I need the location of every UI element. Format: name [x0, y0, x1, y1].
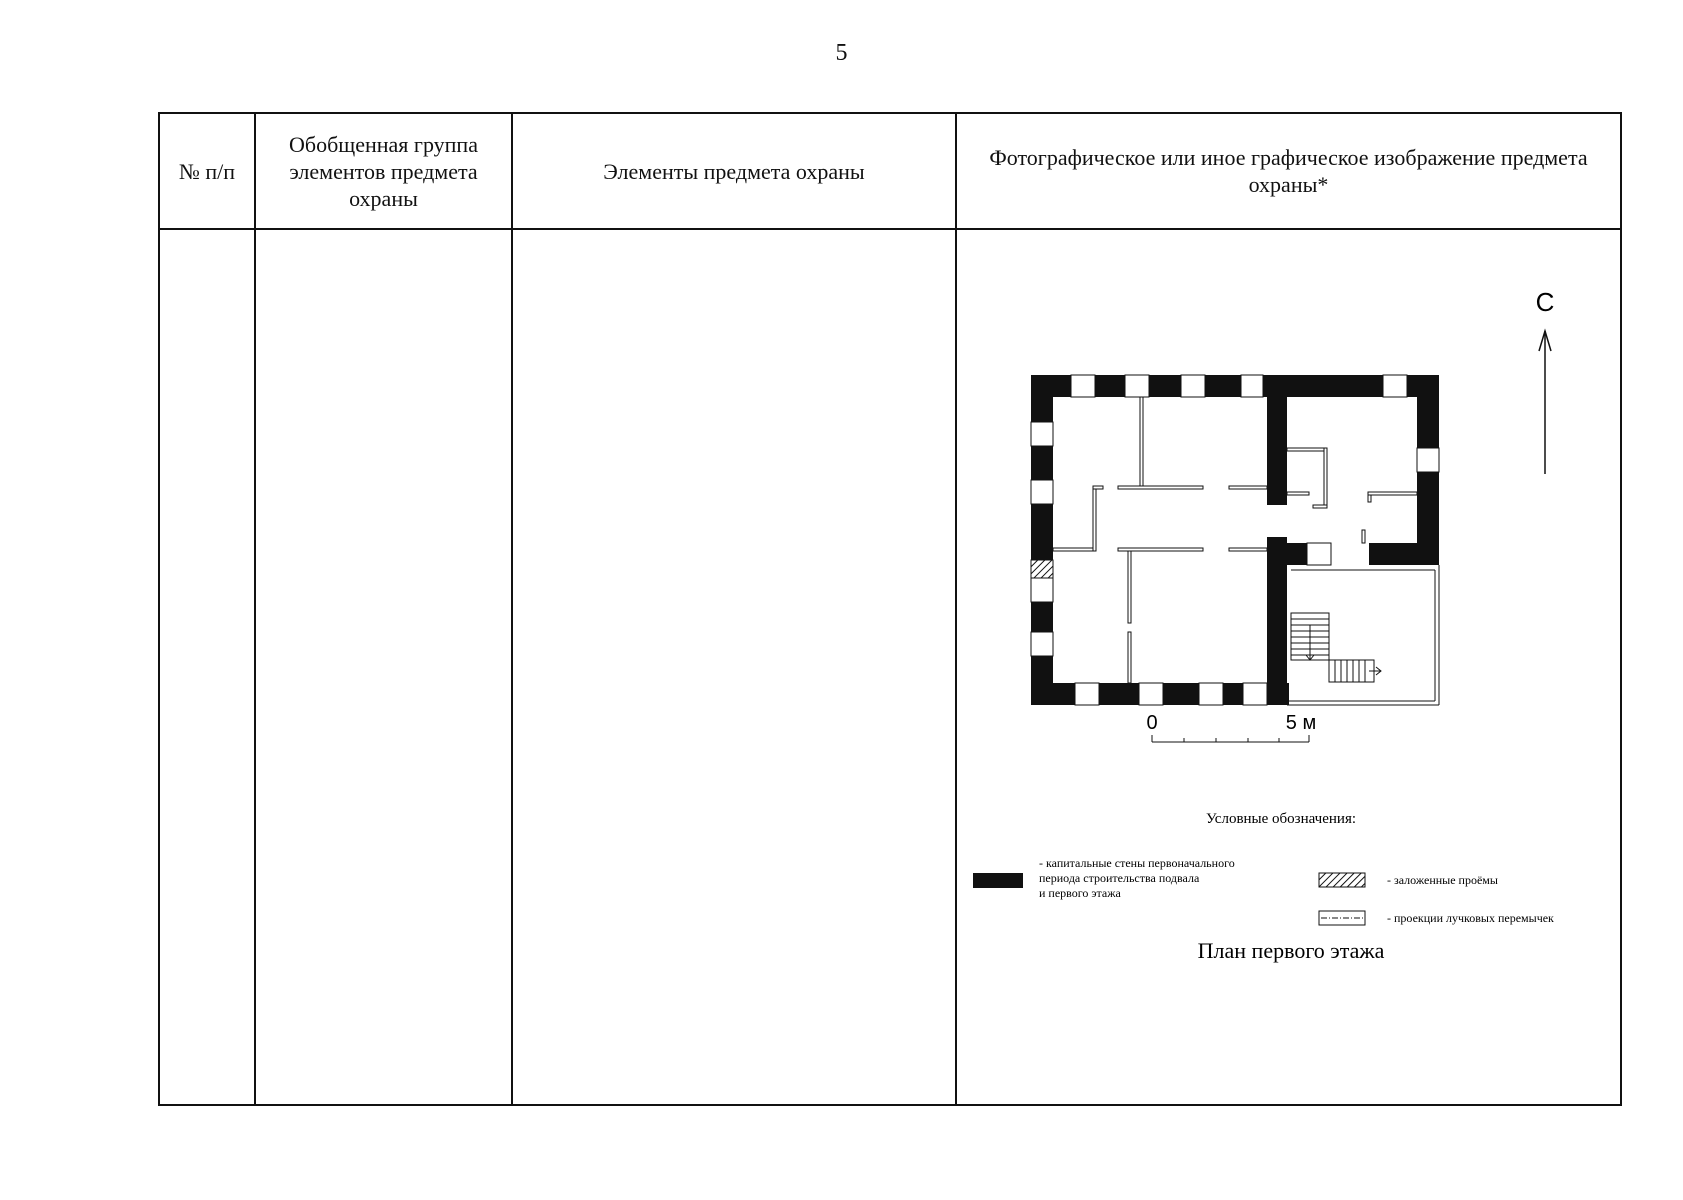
- cell-image: [956, 229, 1621, 1105]
- cell-num: [159, 229, 255, 1105]
- legend-walls-line2: периода строительства подвала: [1039, 871, 1200, 885]
- scale-bar: [1152, 735, 1309, 742]
- floor-plan: [1031, 375, 1439, 705]
- legend-blocked: - заложенные проёмы: [1387, 873, 1498, 887]
- page-number: 5: [835, 40, 848, 66]
- north-label: С: [1535, 287, 1555, 317]
- legend-walls-line1: - капитальные стены первоначального: [1039, 856, 1235, 870]
- header-image: Фотографическое или иное графическое изображение предмета охраны*: [956, 113, 1621, 229]
- scale-zero-label: 0: [1146, 712, 1158, 734]
- header-elements: Элементы предмета охраны: [512, 113, 956, 229]
- floor-plan-drawing: [957, 230, 1620, 1108]
- header-row: [159, 113, 1621, 229]
- cell-group: [255, 229, 512, 1105]
- legend-wall-swatch: [973, 873, 1023, 888]
- legend-lintels: - проекции лучковых перемычек: [1387, 911, 1554, 925]
- table-row: [159, 229, 1621, 1105]
- scale-five-label: 5 м: [1285, 712, 1317, 734]
- header-num: № п/п: [159, 113, 255, 229]
- cell-elements: [512, 229, 956, 1105]
- legend-blocked-swatch: [1319, 873, 1365, 887]
- legend-lintel-swatch: [1319, 911, 1365, 925]
- plan-caption: План первого этажа: [1197, 938, 1385, 963]
- protection-table: [158, 112, 1622, 1106]
- header-group: Обобщенная группа элементов предмета охраны: [255, 113, 512, 229]
- legend-title: Условные обозначения:: [1205, 811, 1357, 827]
- north-arrow-icon: [1539, 331, 1551, 474]
- legend-walls-line3: и первого этажа: [1039, 886, 1121, 900]
